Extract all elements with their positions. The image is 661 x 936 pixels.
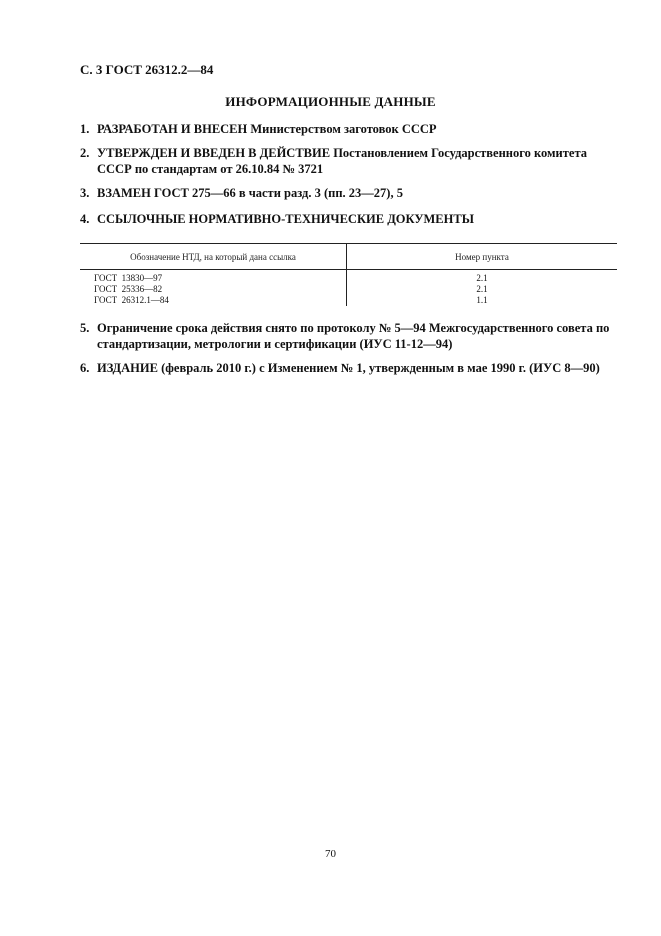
page-number: 70 — [325, 848, 336, 860]
item-number: 2. — [80, 146, 90, 160]
info-item-6 — [80, 360, 620, 376]
table-cell-document: ГОСТ 25336—82 — [94, 284, 163, 294]
table-row — [80, 284, 617, 295]
item-heading: ИЗДАНИЕ — [97, 361, 158, 375]
table-header-clause: Номер пункта — [455, 252, 509, 262]
table-top-rule — [80, 243, 617, 244]
table-cell-document: ГОСТ 26312.1—84 — [94, 295, 169, 305]
item-number: 3. — [80, 186, 90, 200]
item-text: Постановлением Государственного комитета СССР по стандартам от 26.10.84 № 3721 — [97, 146, 587, 176]
item-text: (февраль 2010 г.) с Изменением № 1, утвержденным в мае 1990 г. (ИУС 8—90) — [157, 361, 600, 375]
item-text: Ограничение срока действия снято по протоколу № 5—94 Межгосударственного совета по стандартизации, метрологии и сертификации (ИУС 11-12—94) — [97, 321, 610, 351]
item-number: 5. — [80, 321, 90, 335]
item-heading: ССЫЛОЧНЫЕ НОРМАТИВНО-ТЕХНИЧЕСКИЕ ДОКУМЕНТЫ — [97, 212, 474, 226]
info-item-5 — [80, 320, 620, 352]
info-item-3 — [80, 185, 620, 201]
table-header-document: Обозначение НТД, на который дана ссылка — [130, 252, 296, 262]
item-text: Министерством заготовок СССР — [247, 122, 437, 136]
table-cell-clause: 2.1 — [476, 273, 488, 283]
item-heading: ВЗАМЕН ГОСТ 275—66 в части разд. 3 (пп. 23—27), 5 — [97, 186, 403, 200]
item-number: 1. — [80, 122, 90, 136]
section-title: ИНФОРМАЦИОННЫЕ ДАННЫЕ — [225, 94, 436, 109]
table-row — [80, 295, 617, 306]
table-row — [80, 273, 617, 284]
info-item-1 — [80, 121, 620, 137]
item-heading: РАЗРАБОТАН И ВНЕСЕН — [97, 122, 248, 136]
page-header: С. 3 ГОСТ 26312.2—84 — [80, 62, 214, 77]
table-cell-clause: 1.1 — [476, 295, 488, 305]
table-cell-document: ГОСТ 13830—97 — [94, 273, 163, 283]
item-heading: УТВЕРЖДЕН И ВВЕДЕН В ДЕЙСТВИЕ — [97, 146, 331, 160]
info-item-4 — [80, 211, 620, 227]
item-number: 4. — [80, 212, 90, 226]
item-number: 6. — [80, 361, 90, 375]
table-header-rule — [80, 269, 617, 270]
table-cell-clause: 2.1 — [476, 284, 488, 294]
info-item-2 — [80, 145, 620, 177]
